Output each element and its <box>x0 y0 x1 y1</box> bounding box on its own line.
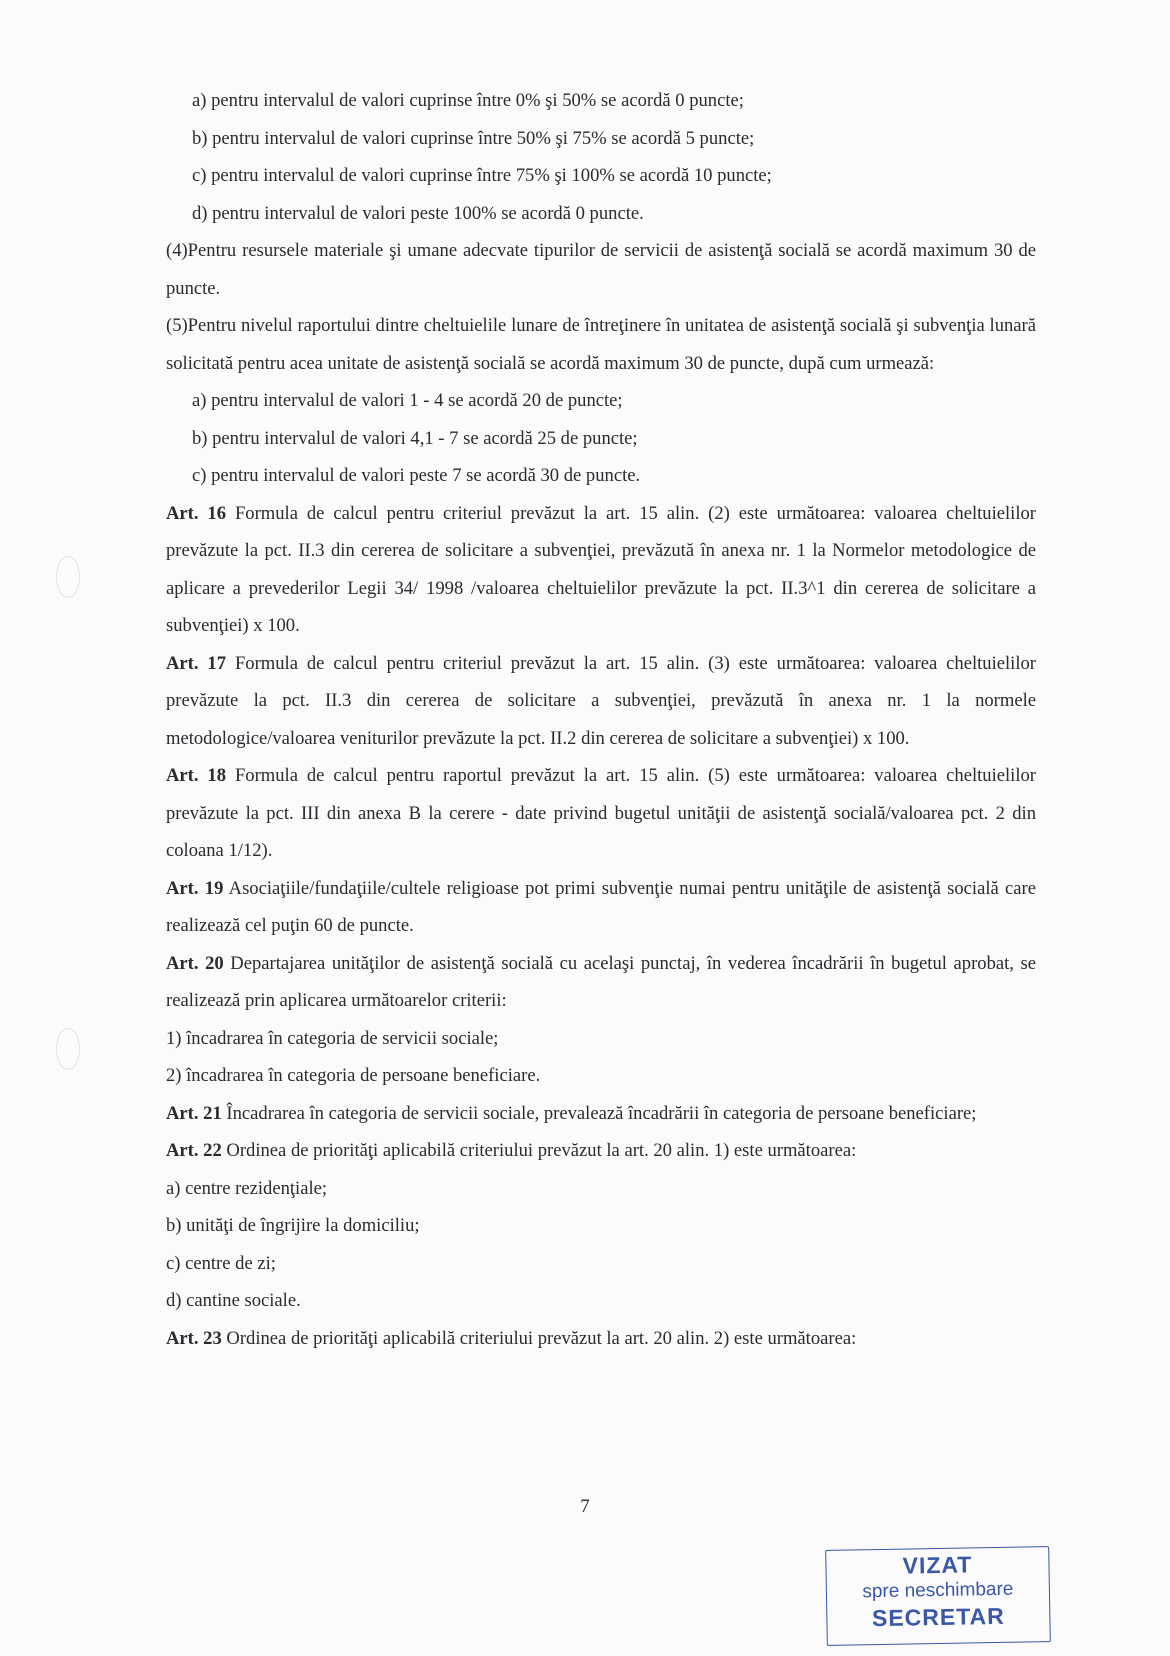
article-text: Departajarea unităţilor de asistenţă socială cu acelaşi punctaj, în vederea încadrării în bugetul aprobat, se realizează prin aplicarea următoarelor criterii: <box>166 952 1037 1011</box>
list-item: 1) încadrarea în categoria de servicii sociale; <box>166 1027 499 1049</box>
list-item: 2) încadrarea în categoria de persoane beneficiare. <box>166 1065 541 1086</box>
article-label: Art. 18 <box>166 765 227 786</box>
list-item: d) pentru intervalul de valori peste 100% se acordă 0 puncte. <box>192 202 644 224</box>
article-text: Ordinea de priorităţi aplicabilă criteriului prevăzut la art. 20 alin. 1) este următoarea: <box>221 1140 857 1161</box>
list-item: a) pentru intervalul de valori 1 - 4 se acordă 20 de puncte; <box>192 390 623 411</box>
article-label: Art. 20 <box>166 952 224 974</box>
list-item: b) pentru intervalul de valori cuprinse între 50% şi 75% se acordă 5 puncte; <box>192 127 755 149</box>
list-item: a) centre rezidenţiale; <box>166 1177 328 1199</box>
page-number: 7 <box>580 1496 590 1517</box>
article-20 <box>166 945 1036 1020</box>
article-label: Art. 17 <box>166 652 227 674</box>
article-19 <box>166 870 1036 945</box>
article-18 <box>166 757 1036 870</box>
punch-hole <box>56 556 80 598</box>
article-text: Asociaţiile/fundaţiile/cultele religioase pot primi subvenţie numai pentru unităţile de asistenţă socială care realizează cel puţin 60 de puncte. <box>166 877 1036 936</box>
list-item: a) pentru intervalul de valori cuprinse între 0% şi 50% se acordă 0 puncte; <box>192 90 744 111</box>
list-item: c) pentru intervalul de valori peste 7 se acordă 30 de puncte. <box>192 465 641 486</box>
article-label: Art. 19 <box>166 877 224 899</box>
article-text: Încadrarea în categoria de servicii sociale, prevalează încadrării în categoria de persoane beneficiare; <box>221 1102 977 1124</box>
list-item: c) centre de zi; <box>166 1252 276 1274</box>
stamp-line-2: spre neschimbare <box>862 1578 1014 1603</box>
document-body <box>166 82 1036 1357</box>
article-17 <box>166 645 1036 758</box>
punch-hole <box>56 1028 80 1070</box>
article-label: Art. 16 <box>166 502 227 524</box>
article-label: Art. 23 <box>166 1327 222 1349</box>
list-item: d) cantine sociale. <box>166 1290 301 1311</box>
list-item: b) pentru intervalul de valori 4,1 - 7 se acordă 25 de puncte; <box>192 427 638 449</box>
article-text: Formula de calcul pentru criteriul prevăzut la art. 15 alin. (3) este următoarea: valoarea cheltuielilor prevăzute la pct. II.3 din cererea de solicitare a subvenţiei, prevăzută în anexa nr. 1 la normele metodologice/valoarea veniturilor prevăzute la pct. II.2 din cererea de solicitare a subvenţiei) x 100. <box>166 652 1036 749</box>
approval-stamp <box>825 1546 1051 1646</box>
article-text: Formula de calcul pentru criteriul prevăzut la art. 15 alin. (2) este următoarea: valoarea cheltuielilor prevăzute la pct. II.3 din cererea de solicitare a subvenţiei, prevăzută în anexa nr. 1 la Normelor metodologice de aplicare a prevederilor Legii 34/ 1998 /valoarea cheltuielilor prevăzute la pct. II.3^1 din cererea de solicitare a subvenţiei) x 100. <box>166 502 1036 636</box>
article-22 <box>166 1132 1036 1170</box>
article-21 <box>166 1095 1036 1133</box>
article-text: Ordinea de priorităţi aplicabilă criteriului prevăzut la art. 20 alin. 2) este următoarea: <box>221 1327 857 1349</box>
article-16 <box>166 495 1036 645</box>
article-23 <box>166 1320 1036 1358</box>
stamp-line-3: SECRETAR <box>871 1602 1005 1632</box>
article-label: Art. 21 <box>166 1102 222 1124</box>
stamp-line-1: VIZAT <box>902 1551 973 1579</box>
article-text: Formula de calcul pentru raportul prevăzut la art. 15 alin. (5) este următoarea: valoarea cheltuielilor prevăzute la pct. III din anexa B la cerere - date privind bugetul unităţii de asistenţă socială/valoarea pct. 2 din coloana 1/12). <box>166 765 1036 861</box>
list-item: c) pentru intervalul de valori cuprinse între 75% şi 100% se acordă 10 puncte; <box>192 165 772 186</box>
paragraph: (5)Pentru nivelul raportului dintre cheltuielile lunare de întreţinere în unitatea de asistenţă socială şi subvenţia lunară solicitată pentru acea unitate de asistenţă socială se acordă maximum 30 de puncte, după cum urmează: <box>166 315 1036 374</box>
list-item: b) unităţi de îngrijire la domiciliu; <box>166 1215 420 1236</box>
article-label: Art. 22 <box>166 1140 222 1161</box>
paragraph: (4)Pentru resursele materiale şi umane adecvate tipurilor de servicii de asistenţă socială se acordă maximum 30 de puncte. <box>166 240 1036 299</box>
